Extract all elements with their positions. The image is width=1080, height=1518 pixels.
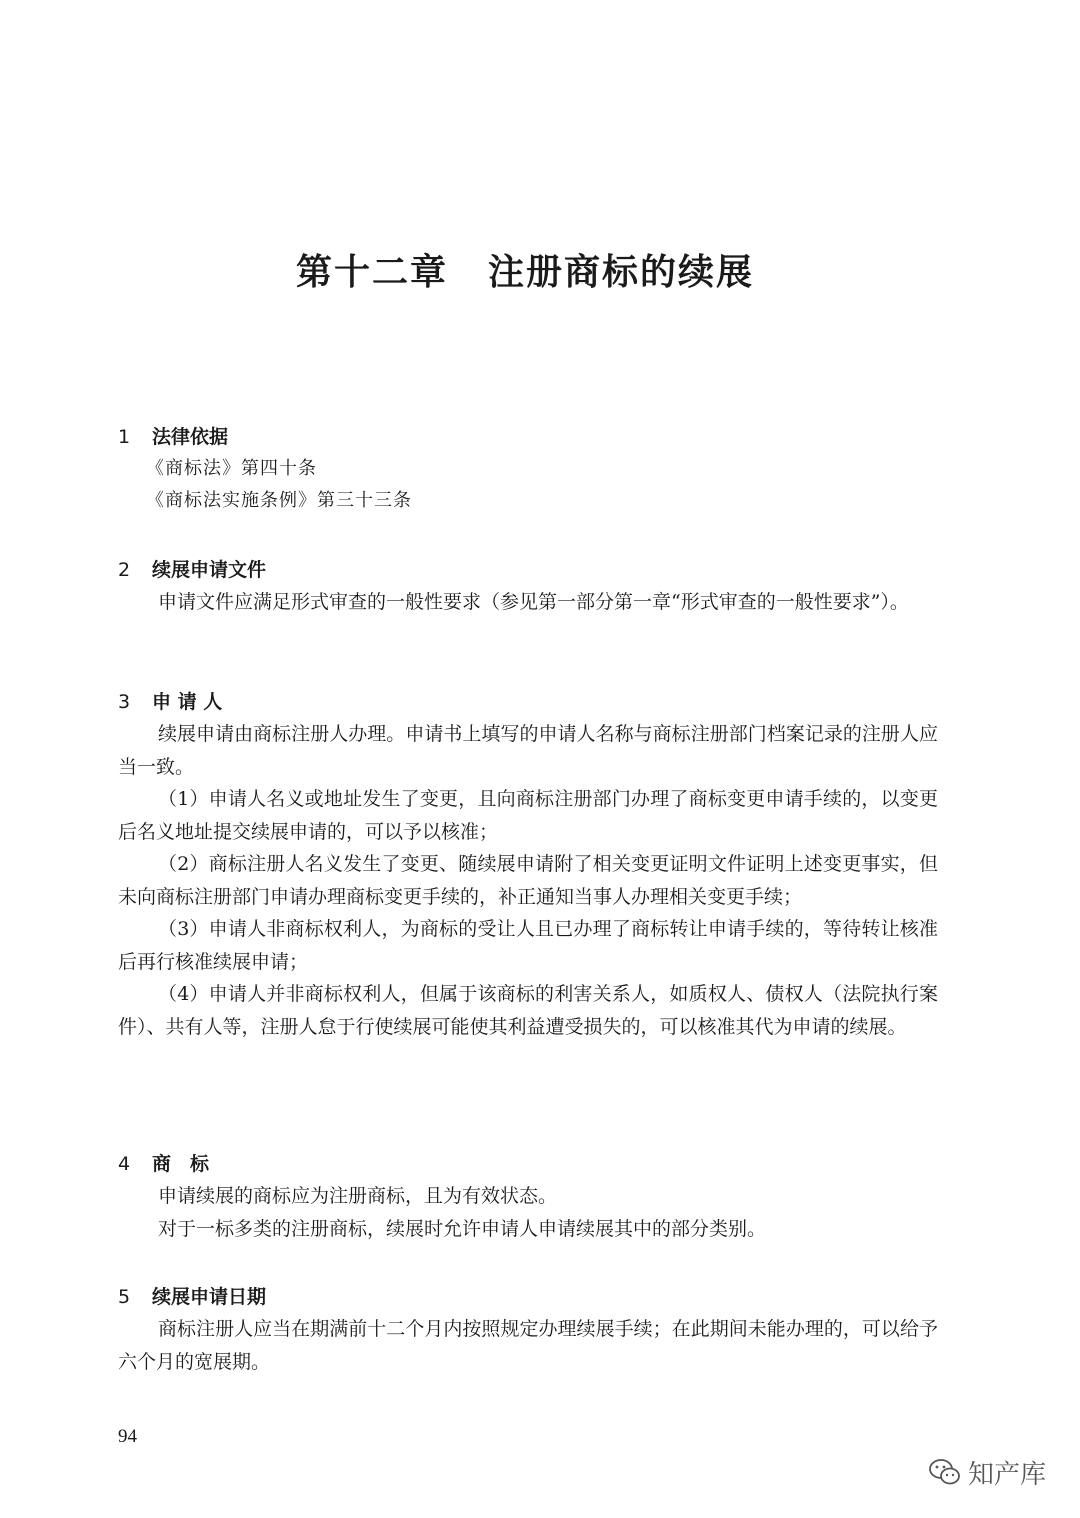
- list-item: （2）商标注册人名义发生了变更、随续展申请附了相关变更证明文件证明上述变更事实，但未向商标注册部门申请办理商标变更手续的，补正通知当事人办理相关变更手续；: [118, 853, 938, 908]
- section-renewal-date: [118, 1281, 938, 1378]
- chapter-title: [0, 244, 1050, 295]
- watermark: [928, 1452, 1046, 1492]
- section-title: 申 请 人: [152, 691, 223, 713]
- chapter-name: 注册商标的续展: [488, 252, 755, 293]
- list-item: （3）申请人非商标权利人，为商标的受让人且已办理了商标转让申请手续的，等待转让核准后再行核准续展申请；: [118, 918, 938, 973]
- section-applicant: [118, 686, 938, 1043]
- section-number: 2: [118, 559, 131, 581]
- section-number: 4: [118, 1153, 131, 1175]
- page-number: 94: [118, 1426, 137, 1447]
- legal-reference: 《商标法实施条例》第三十三条: [146, 490, 412, 511]
- paragraph: 商标注册人应当在期满前十二个月内按照规定办理续展手续；在此期间未能办理的，可以给予六个月的宽展期。: [118, 1318, 938, 1373]
- section-legal-basis: [118, 421, 938, 517]
- section-number: 3: [118, 691, 131, 713]
- section-title: 续展申请日期: [152, 1286, 267, 1308]
- section-title: 商 标: [152, 1153, 210, 1175]
- list-item: （1）申请人名义或地址发生了变更，且向商标注册部门办理了商标变更申请手续的，以变更后名义地址提交续展申请的，可以予以核准；: [118, 788, 938, 843]
- legal-reference: 《商标法》第四十条: [146, 458, 317, 479]
- section-title: 法律依据: [152, 426, 229, 448]
- section-number: 1: [118, 426, 131, 448]
- section-heading: [118, 554, 938, 586]
- paragraph: 对于一标多类的注册商标，续展时允许申请人申请续展其中的部分类别。: [158, 1217, 767, 1240]
- section-heading: [118, 1148, 938, 1180]
- section-number: 5: [118, 1286, 131, 1308]
- paragraph: 续展申请由商标注册人办理。申请书上填写的申请人名称与商标注册部门档案记录的注册人应当一致。: [118, 723, 938, 778]
- section-trademark: [118, 1148, 938, 1245]
- paragraph: 申请文件应满足形式审查的一般性要求（参见第一部分第一章“形式审查的一般性要求”）。: [158, 591, 909, 613]
- section-heading: [118, 421, 938, 453]
- section-heading: [118, 1281, 938, 1313]
- paragraph: 申请续展的商标应为注册商标，且为有效状态。: [158, 1185, 558, 1207]
- wechat-icon: [928, 1457, 962, 1487]
- watermark-text: 知产库: [968, 1459, 1047, 1490]
- section-heading: [118, 686, 938, 718]
- chapter-number: 第十二章: [295, 252, 448, 293]
- section-title: 续展申请文件: [152, 559, 267, 581]
- section-renewal-documents: [118, 554, 938, 619]
- list-item: （4）申请人并非商标权利人，但属于该商标的利害关系人，如质权人、债权人（法院执行案件）、共有人等，注册人怠于行使续展可能使其利益遭受损失的，可以核准其代为申请的续展。: [118, 983, 938, 1038]
